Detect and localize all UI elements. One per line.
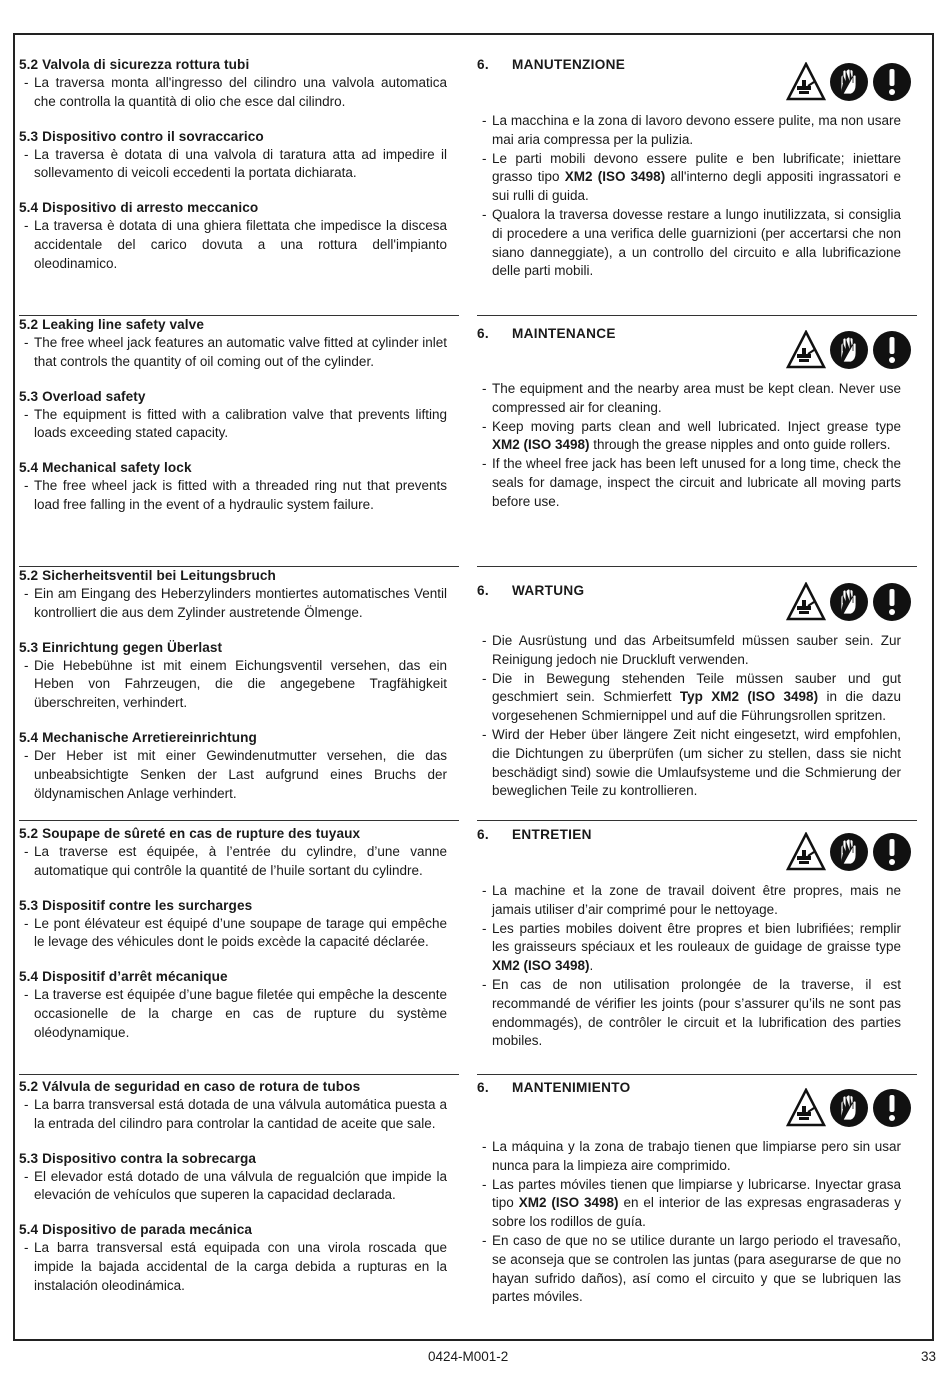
bullet-list <box>477 112 901 281</box>
subsection <box>19 897 447 953</box>
subsection-title: 5.4 Dispositif d’arrêt mécanique <box>19 969 228 985</box>
list-item: - La traverse est équipée, à l’entrée du cylindre, d’une vanne automatique qui contrôle la quantité de l’huile sortant du cylindre. <box>19 843 447 881</box>
subsection <box>19 128 447 184</box>
list-item: - La traversa è dotata di una valvola di taratura atta ad impedire il sollevamento di veicoli eccedenti la portata dichiarata. <box>19 146 447 184</box>
divider <box>19 820 459 821</box>
section-number: 6. <box>477 57 489 72</box>
divider <box>19 566 459 567</box>
grease-type: Typ XM2 (ISO 3498) <box>679 689 819 705</box>
bullet-list <box>19 334 447 372</box>
section-heading: MAINTENANCE <box>512 326 616 341</box>
safety-icons <box>786 330 912 370</box>
attention-icon <box>872 62 912 102</box>
protective-gloves-icon <box>829 832 869 872</box>
list-item: - La traverse est équipée d’une bague filetée qui empêche la descente occasionelle de la charge en cas de rupture du système oléodynamique. <box>19 986 447 1042</box>
subsection <box>19 56 447 112</box>
list-item: - El elevador está dotado de una válvula de regualción que impide la elevación de vehículos que superen la capacidad declarada. <box>19 1168 447 1206</box>
divider <box>19 315 459 316</box>
attention-icon <box>872 582 912 622</box>
list-item: - La barra transversal está dotada de una válvula automática puesta a la entrada del cilindro para controlar la cantidad de aceite que sale. <box>19 1096 447 1134</box>
list-item: - Le pont élévateur est équipé d’une soupape de tarage qui empêche le levage des véhicules dont le poids excède la capacité déclarée. <box>19 915 447 953</box>
grease-type: XM2 (ISO 3498) <box>492 958 590 974</box>
list-item: - La traversa è dotata di una ghiera filettata che impedisce la discesa accidentale del carico dovuta a una rottura dell'impianto oleodinamico. <box>19 217 447 273</box>
subsection-title: 5.2 Soupape de sûreté en cas de rupture des tuyaux <box>19 826 361 841</box>
bullet-list <box>19 843 447 881</box>
grease-type: XM2 (ISO 3498) <box>492 437 590 453</box>
subsection <box>19 1078 447 1134</box>
list-item: - Ein am Eingang des Heberzylinders montiertes automatisches Ventil kontrolliert die aus dem Zylinder austretende Ölmenge. <box>19 585 447 623</box>
subsection <box>19 1150 447 1206</box>
section-number: 6. <box>477 326 489 341</box>
list-item: - Wird der Heber über längere Zeit nicht eingesetzt, wird empfohlen, die Dichtungen zu überprüfen (um sicher zu stellen, dass sie nicht beschädigt sind) sowie die Umlaufsysteme und die Schmierung der beweglichen Teile zu kontrollieren. <box>477 726 901 801</box>
protective-gloves-icon <box>829 330 869 370</box>
list-item: - The free wheel jack features an automatic valve fitted at cylinder inlet that controls the quantity of oil coming out of the cylinder. <box>19 334 447 372</box>
list-item: - Der Heber ist mit einer Gewindenutmutter versehen, die das unbeabsichtigte Senken der Last aufgrund eines Bruchs der öldynamischen Anlage verhindert. <box>19 747 447 803</box>
safety-devices-column <box>19 825 447 1043</box>
bullet-list <box>477 632 901 801</box>
page-number: 33 <box>921 1349 937 1364</box>
bullet-list <box>19 585 447 623</box>
divider <box>477 315 917 316</box>
subsection-title: 5.2 Válvula de seguridad en caso de rotura de tubos <box>19 1079 361 1094</box>
section-number: 6. <box>477 827 489 842</box>
safety-devices-column <box>19 1078 447 1296</box>
bullet-list <box>477 882 901 1051</box>
list-item: - Le parti mobili devono essere pulite e ben lubrificate; iniettare grasso tipo XM2 (ISO 3498) all'interno degli appositi ingrassatori e sui rulli di guida. <box>477 150 901 206</box>
list-item: - Die Ausrüstung und das Arbeitsumfeld müssen sauber sein. Zur Reinigung jedoch nie Druckluft verwenden. <box>477 632 901 670</box>
subsection <box>19 388 447 444</box>
subsection-title: 5.4 Mechanische Arretiereinrichtung <box>19 729 257 745</box>
subsection <box>19 639 447 713</box>
list-item: - La machine et la zone de travail doivent être propres, mais ne jamais utiliser d’air comprimé pour le nettoyage. <box>477 882 901 920</box>
list-item: - En cas de non utilisation prolongée de la traverse, il est recommandé de vérifier les joints (pour s’assurer qu’ils ne sont pas endommagés), de contrôler le circuit et la lubrification des parties mobiles. <box>477 976 901 1051</box>
safety-icons <box>786 832 912 872</box>
subsection <box>19 1221 447 1295</box>
bullet-list <box>477 1138 901 1307</box>
subsection-title: 5.3 Dispositif contre les surcharges <box>19 897 253 913</box>
subsection-title: 5.4 Dispositivo di arresto meccanico <box>19 200 259 216</box>
attention-icon <box>872 330 912 370</box>
safety-devices-column <box>19 56 447 274</box>
bullet-list <box>19 1239 447 1295</box>
bullet-list <box>19 657 447 713</box>
subsection-title: 5.2 Sicherheitsventil bei Leitungsbruch <box>19 568 276 583</box>
crush-hazard-warning-icon <box>786 1088 826 1128</box>
crush-hazard-warning-icon <box>786 832 826 872</box>
section-heading: WARTUNG <box>512 583 585 598</box>
section-heading: MANUTENZIONE <box>512 57 626 72</box>
grease-type: XM2 (ISO 3498) <box>518 1195 619 1211</box>
subsection <box>19 968 447 1042</box>
list-item: - The equipment and the nearby area must be kept clean. Never use compressed air for cleaning. <box>477 380 901 418</box>
bullet-list <box>19 1096 447 1134</box>
divider <box>477 820 917 821</box>
protective-gloves-icon <box>829 62 869 102</box>
bullet-list <box>477 380 901 512</box>
safety-devices-column <box>19 567 447 803</box>
subsection-title: 5.3 Einrichtung gegen Überlast <box>19 639 223 655</box>
list-item: - La macchina e la zona di lavoro devono essere pulite, ma non usare mai aria compressa per la pulizia. <box>477 112 901 150</box>
safety-icons <box>786 1088 912 1128</box>
subsection <box>19 825 447 881</box>
crush-hazard-warning-icon <box>786 62 826 102</box>
list-item: - En caso de que no se utilice durante un largo periodo el travesaño, se aconseja que se controlen las juntas (para asegurarse de que no hayan sufrido daños), así como el circuito y que se lubriquen las partes móviles. <box>477 1232 901 1307</box>
divider <box>477 566 917 567</box>
section-heading: MANTENIMIENTO <box>512 1080 631 1095</box>
subsection-title: 5.2 Valvola di sicurezza rottura tubi <box>19 57 250 72</box>
section-number: 6. <box>477 1080 489 1095</box>
bullet-list <box>19 1168 447 1206</box>
crush-hazard-warning-icon <box>786 330 826 370</box>
list-item: - The free wheel jack is fitted with a threaded ring nut that prevents load free falling in the event of a hydraulic system failure. <box>19 477 447 515</box>
document-code: 0424-M001-2 <box>428 1349 509 1364</box>
list-item: - Les parties mobiles doivent être propres et bien lubrifiées; remplir les graisseurs spéciaux et les rouleaux de guidage de graisse type XM2 (ISO 3498). <box>477 920 901 976</box>
list-item: - Die in Bewegung stehenden Teile müssen sauber und gut geschmiert sein. Schmierfett Typ XM2 (ISO 3498) in die dazu vorgesehenen Schmiernippel und auf die Führungsrollen spritzen. <box>477 670 901 726</box>
divider <box>19 1074 459 1075</box>
grease-type: XM2 (ISO 3498) <box>564 169 666 185</box>
protective-gloves-icon <box>829 582 869 622</box>
crush-hazard-warning-icon <box>786 582 826 622</box>
list-item: - Las partes móviles tienen que limpiarse y lubricarse. Inyectar grasa tipo XM2 (ISO 3498) en el interior de las expresas engrasaderas y sobre los rodillos de guía. <box>477 1176 901 1232</box>
safety-icons <box>786 582 912 622</box>
bullet-list <box>19 74 447 112</box>
bullet-list <box>19 747 447 803</box>
subsection <box>19 199 447 273</box>
list-item: - Die Hebebühne ist mit einem Eichungsventil versehen, das ein Heben von Fahrzeugen, die die angegebene Tragfähigkeit überschreiten, verhindert. <box>19 657 447 713</box>
subsection-title: 5.4 Dispositivo de parada mecánica <box>19 1222 253 1238</box>
subsection <box>19 567 447 623</box>
list-item: - La traversa monta all'ingresso del cilindro una valvola automatica che controlla la quantità di olio che esce dal cilindro. <box>19 74 447 112</box>
divider <box>477 1074 917 1075</box>
safety-devices-column <box>19 316 447 515</box>
subsection <box>19 459 447 515</box>
list-item: - Qualora la traversa dovesse restare a lungo inutilizzata, si consiglia di procedere a una verifica delle guarnizioni (per accertarsi che non siano danneggiate), a un controllo del circuito e alla lubrificazione delle parti mobili. <box>477 206 901 281</box>
attention-icon <box>872 1088 912 1128</box>
subsection <box>19 729 447 803</box>
subsection <box>19 316 447 372</box>
list-item: - La barra transversal está equipada con una virola roscada que impide la bajada accidental de la carga debida a rupturas en la instalación oleodinámica. <box>19 1239 447 1295</box>
list-item: - If the wheel free jack has been left unused for a long time, check the seals for damage, inspect the circuit and lubricate all moving parts before use. <box>477 455 901 511</box>
subsection-title: 5.3 Overload safety <box>19 388 146 404</box>
bullet-list <box>19 915 447 953</box>
bullet-list <box>19 146 447 184</box>
bullet-list <box>19 986 447 1042</box>
attention-icon <box>872 832 912 872</box>
bullet-list <box>19 406 447 444</box>
subsection-title: 5.3 Dispositivo contro il sovraccarico <box>19 128 264 144</box>
section-number: 6. <box>477 583 489 598</box>
bullet-list <box>19 217 447 273</box>
subsection-title: 5.2 Leaking line safety valve <box>19 317 205 332</box>
bullet-list <box>19 477 447 515</box>
list-item: - La máquina y la zona de trabajo tienen que limpiarse pero sin usar nunca para la limpieza aire comprimido. <box>477 1138 901 1176</box>
list-item: - Keep moving parts clean and well lubricated. Inject grease type XM2 (ISO 3498) through the grease nipples and onto guide rollers. <box>477 418 901 456</box>
protective-gloves-icon <box>829 1088 869 1128</box>
subsection-title: 5.4 Mechanical safety lock <box>19 460 192 476</box>
list-item: - The equipment is fitted with a calibration valve that prevents lifting loads exceeding stated capacity. <box>19 406 447 444</box>
subsection-title: 5.3 Dispositivo contra la sobrecarga <box>19 1150 257 1166</box>
safety-icons <box>786 62 912 102</box>
section-heading: ENTRETIEN <box>512 827 592 842</box>
